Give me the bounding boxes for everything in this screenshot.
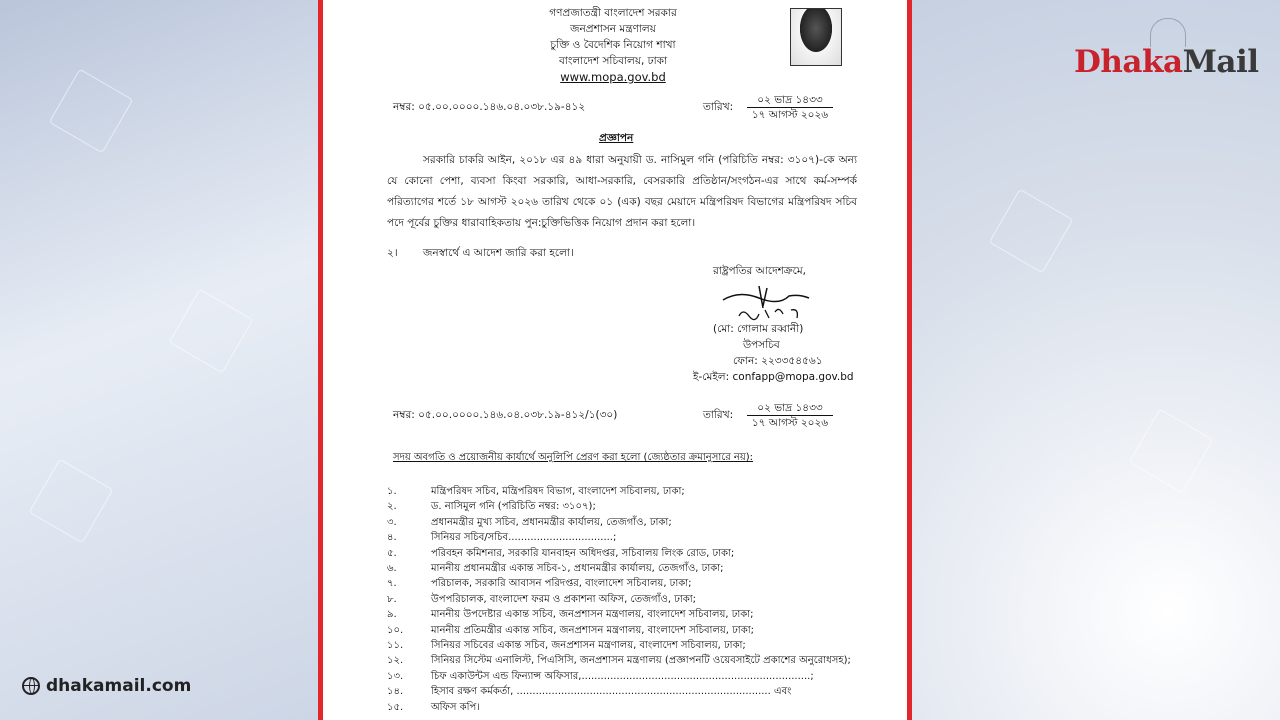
copy-list-text: ড. নাসিমুল গনি (পরিচিতি নম্বর: ৩১০৭); [431, 501, 596, 513]
memo1-number: নম্বর: ০৫.০০.০০০০.১৪৬.০৪.০৩৮.১৯-৪১২ [393, 101, 586, 113]
copy-list-text: প্রধানমন্ত্রীর মুখ্য সচিব, প্রধানমন্ত্রীর কার্যালয়, তেজগাঁও, ঢাকা; [431, 516, 672, 528]
logo-part2: Mail [1182, 44, 1259, 80]
memo1-date-top: ০২ ভাদ্র ১৪৩৩ [747, 93, 833, 108]
signatory-name: (মো: গোলাম রব্বানী) [713, 323, 804, 335]
copy-list-text: পরিবহন কমিশনার, সরকারি যানবাহন অধিদপ্তর, সচিবালয় লিংক রোড, ঢাকা; [431, 547, 735, 559]
signatory-email[interactable]: ই-মেইল: confapp@mopa.gov.bd [693, 371, 854, 383]
memo1-date-bottom: ১৭ আগস্ট ২০২৬ [751, 109, 829, 121]
copy-list-number: ২. [387, 501, 397, 513]
copy-list-text: সিনিয়র সচিব/সচিব.................................; [431, 532, 617, 544]
copy-list-item [387, 485, 685, 499]
copy-list-text: মন্ত্রিপরিষদ সচিব, মন্ত্রিপরিষদ বিভাগ, বাংলাদেশ সচিবালয়, ঢাকা; [431, 486, 685, 497]
logo-dome-icon [1150, 18, 1186, 47]
copy-list-text: মাননীয় উপদেষ্টার একান্ত সচিব, জনপ্রশাসন মন্ত্রণালয়, বাংলাদেশ সচিবালয়, ঢাকা; [431, 609, 754, 621]
copy-list-number: ৩. [387, 516, 397, 528]
copy-list-item [387, 562, 723, 576]
memo2-date-bottom: ১৭ আগস্ট ২০২৬ [751, 417, 829, 429]
copy-list-text: সিনিয়র সচিবের একান্ত সচিব, জনপ্রশাসন মন্ত্রণালয়, বাংলাদেশ সচিবালয়, ঢাকা; [431, 640, 746, 651]
copy-list-item [387, 531, 616, 545]
signature-order: রাষ্ট্রপতির আদেশক্রমে, [713, 265, 806, 277]
header-line4: বাংলাদেশ সচিবালয়, ঢাকা [558, 55, 668, 67]
copy-list-text: অফিস কপি। [431, 701, 480, 713]
site-url: dhakamail.com [46, 676, 192, 696]
copy-list-number: ৮. [387, 593, 397, 605]
header-line3: চুক্তি ও বৈদেশিক নিয়োগ শাখা [550, 39, 676, 51]
copy-list-number: ১১. [387, 640, 404, 651]
copy-list-number: ৭. [387, 578, 397, 590]
copy-list-number: ৪. [387, 532, 397, 544]
copy-list-number: ১. [387, 486, 397, 497]
copy-list-number: ৯. [387, 609, 397, 621]
header-line2: জনপ্রশাসন মন্ত্রণালয় [570, 23, 656, 35]
copy-list-number: ১৫. [387, 701, 404, 713]
copy-list-text: হিসাব রক্ষণ কর্মকর্তা, ................................................................................ এবং [431, 686, 792, 698]
header-website-link[interactable]: www.mopa.gov.bd [560, 70, 666, 84]
copy-list-text: মাননীয় প্রতিমন্ত্রীর একান্ত সচিব, জনপ্রশাসন মন্ত্রণালয়, বাংলাদেশ সচিবালয়, ঢাকা; [431, 624, 754, 636]
copy-list-number: ১০. [387, 624, 404, 636]
header-line1: গণপ্রজাতন্ত্রী বাংলাদেশ সরকার [549, 7, 677, 19]
memo2-date [747, 401, 833, 430]
globe-icon [22, 677, 40, 695]
memo2-date-top: ০২ ভাদ্র ১৪৩৩ [747, 401, 833, 416]
copy-list-text: চিফ একাউন্টস এন্ড ফিন্যান্স অফিসার,........................................................................; [431, 670, 814, 682]
copy-list-item [387, 577, 692, 591]
copy-list-number: ১৩. [387, 670, 404, 682]
copy-list-number: ৫. [387, 547, 397, 559]
copy-list-item [387, 654, 851, 668]
copy-list-number: ১৪. [387, 686, 404, 698]
copy-list-item [387, 593, 696, 607]
copy-list-text: সিনিয়র সিস্টেম এনালিস্ট, পিএসিসি, জনপ্রশাসন মন্ত্রণালয় (প্রজ্ঞাপনটি ওয়েবসাইটে প্রকাশের অনুরোধসহ); [431, 655, 851, 667]
copy-heading: সদয় অবগতি ও প্রয়োজনীয় কার্যার্থে অনুলিপি প্রেরণ করা হলো (জ্যেষ্ঠতার ক্রমানুসারে নয়): [393, 452, 754, 463]
copy-list-number: ১২. [387, 655, 404, 667]
brand-logo[interactable] [1074, 44, 1259, 80]
memo1-date-label: তারিখ: [703, 101, 734, 113]
copy-list-item [387, 500, 596, 514]
background-right [908, 0, 1280, 720]
document-page [318, 0, 912, 720]
memo1-date [747, 93, 833, 122]
copy-list-item [387, 670, 814, 684]
copy-list-item [387, 624, 754, 638]
copy-list-text: উপপরিচালক, বাংলাদেশ ফরম ও প্রকাশনা অফিস, তেজগাঁও, ঢাকা; [431, 593, 697, 605]
signatory-phone: ফোন: ২২৩৩৫৪৫৬১ [733, 355, 823, 367]
logo-part1: Dhaka [1074, 44, 1183, 80]
site-link[interactable] [22, 676, 191, 696]
copy-list-number: ৬. [387, 563, 397, 574]
memo2-number: নম্বর: ০৫.০০.০০০০.১৪৬.০৪.০৩৮.১৯-৪১২/১(৩০) [393, 409, 618, 421]
copy-list-item [387, 608, 754, 622]
signature-image [719, 282, 815, 324]
para2-number: ২। [387, 247, 398, 259]
memo2-date-label: তারিখ: [703, 409, 734, 421]
para2-text: জনস্বার্থে এ আদেশ জারি করা হলো। [423, 247, 574, 259]
signatory-designation: উপসচিব [743, 339, 780, 351]
copy-list-text: মাননীয় প্রধানমন্ত্রীর একান্ত সচিব-১, প্রধানমন্ত্রীর কার্যালয়, তেজগাঁও, ঢাকা; [431, 563, 724, 574]
copy-list-item [387, 685, 791, 699]
copy-list-item [387, 639, 746, 653]
document-title: প্রজ্ঞাপন [599, 132, 634, 144]
copy-list-text: পরিচালক, সরকারি আবাসন পরিদপ্তর, বাংলাদেশ সচিবালয়, ঢাকা; [431, 578, 692, 590]
body-paragraph: সরকারি চাকরি আইন, ২০১৮ এর ৪৯ ধারা অনুযায়ী ড. নাসিমুল গনি (পরিচিতি নম্বর: ৩১০৭)-কে অন্য যে কোনো পেশা, ব্যবসা কিংবা সরকারি, আধা-সরকারি, বেসরকারি প্রতিষ্ঠান/সংগঠন-এর সাথে কর্ম-সম্পর্ক পরিত্যাগের শর্তে ১৮ আগস্ট ২০২৬ তারিখ থেকে ০১ (এক) বছর মেয়াদে মন্ত্রিপরিষদ বিভাগের মন্ত্রিপরিষদ সচিব পদে পূর্বের চুক্তির ধারাবাহিকতায় পুন:চুক্তিভিত্তিক নিয়োগ প্রদান করা হলো। [387, 154, 857, 229]
copy-list-item [387, 701, 480, 715]
background-left [0, 0, 320, 720]
copy-list-item [387, 547, 734, 561]
copy-list-item [387, 516, 672, 530]
portrait-image [790, 8, 842, 66]
